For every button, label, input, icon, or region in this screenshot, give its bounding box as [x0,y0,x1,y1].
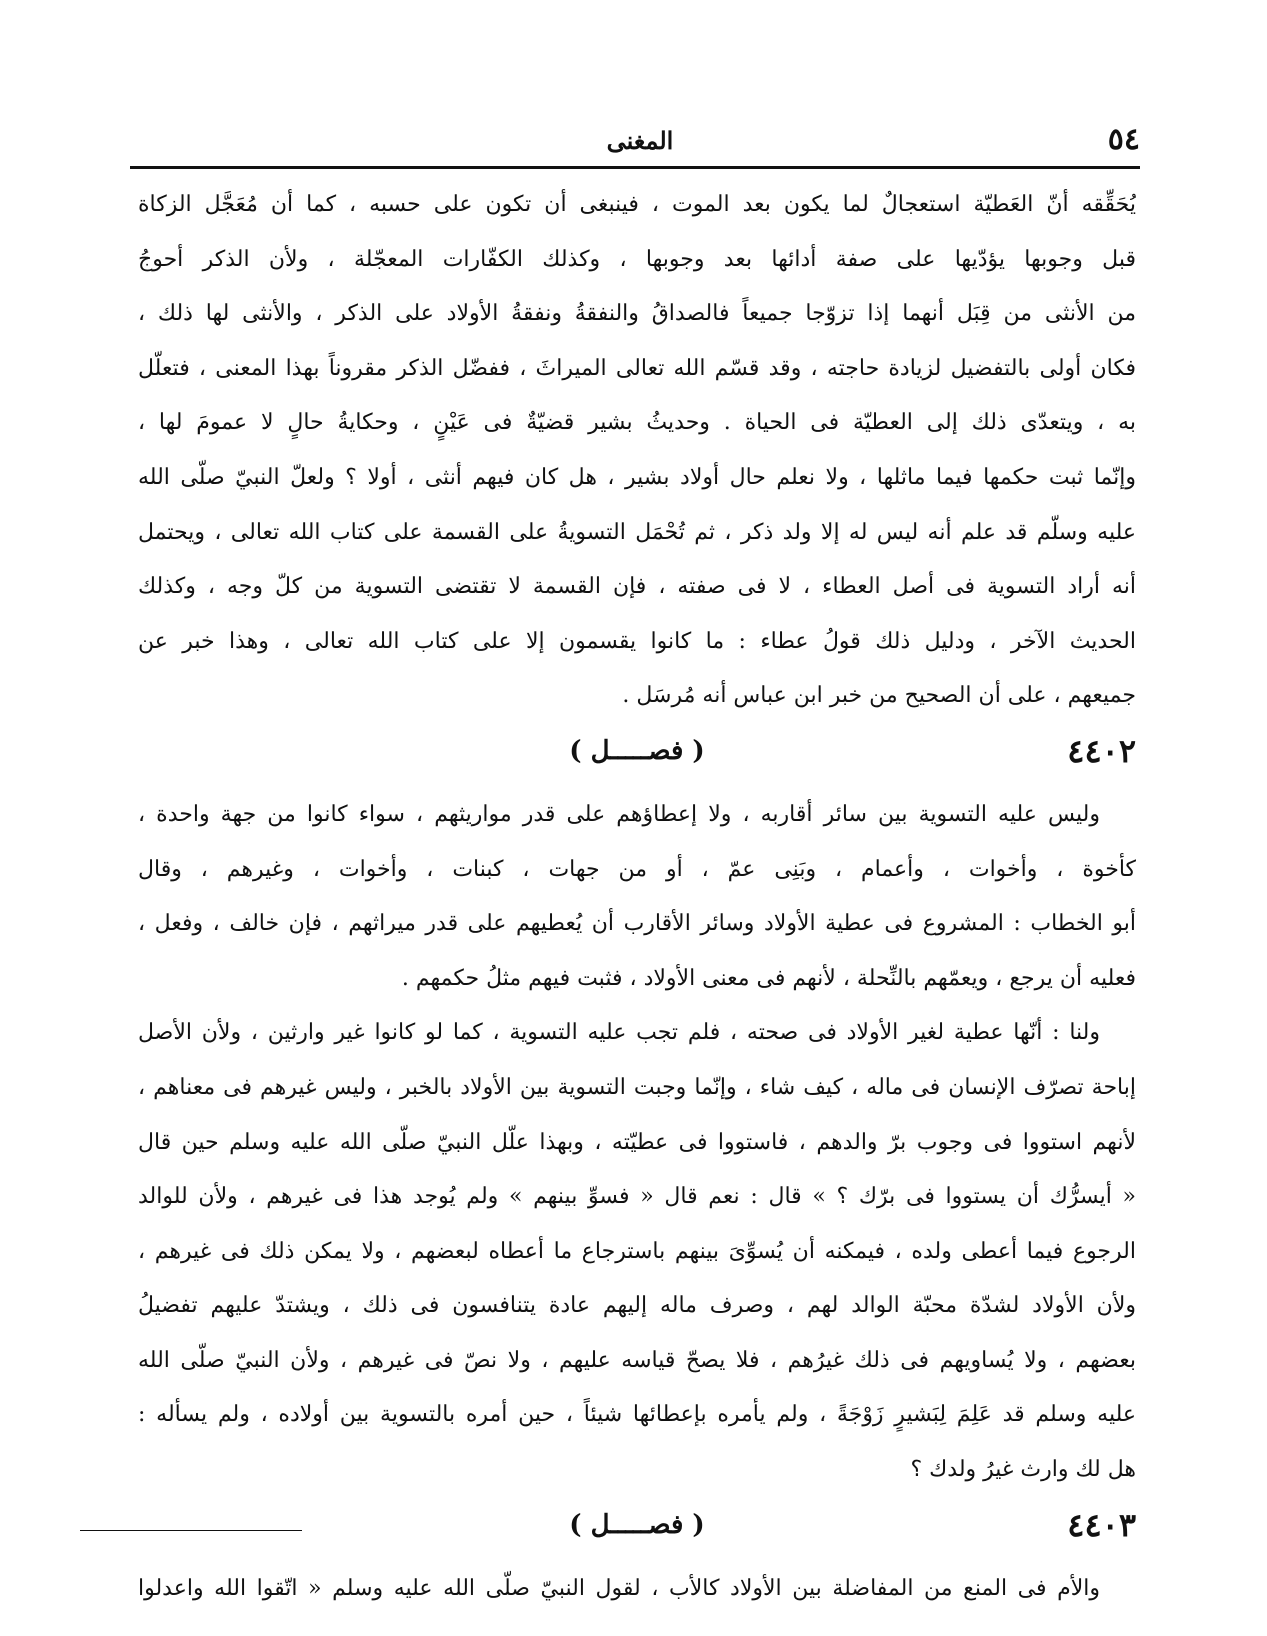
text-line: هل لك وارث غيرُ ولدك ؟ [910,1457,1136,1483]
section-body [138,788,1136,1498]
text-line: من الأنثى من قِبَل أنهما إذا تزوّجا جميعاً فالصداقُ والنفقةُ ونفقةُ الأولاد على الذكر ، والأنثى لها ذلك ، [138,301,1136,327]
text-line: كأخوة ، وأخوات ، وأعمام ، وبَنِى عمّ ، أو من جهات ، كبنات ، وأخوات ، وغيرهم ، وقال [138,856,1136,882]
text-line: فكان أولى بالتفضيل لزيادة حاجته ، وقد قسّم الله تعالى الميراثَ ، ففضّل الذكر مقروناً بهذا المعنى ، فتعلّل [138,355,1136,381]
footnote-rule [80,1530,302,1531]
text-line: ولنا : أنّها عطية لغير الأولاد فى صحته ، فلم تجب عليه التسوية ، كما لو كانوا غير وارثين ، ولأن الأصل [138,1020,1100,1046]
section-number: ٤٤٠٣ [1067,1505,1136,1544]
text-line: قبل وجوبها يؤدّيها على صفة أدائها بعد وجوبها ، وكذلك الكفّارات المعجّلة ، ولأن الذكر أحوجُ [138,246,1136,272]
text-line: عليه وسلم قد عَلِمَ لِبَشيرٍ زَوْجَةً ، ولم يأمره بإعطائها شيئاً ، حين أمره بالتسوية بين أولاده ، ولم يسأله : [138,1402,1136,1428]
paragraph-continuation [138,178,1136,724]
header-rule [130,166,1140,169]
text-line: به ، ويتعدّى ذلك إلى العطيّة فى الحياة . وحديثُ بشير قضيّةٌ فى عَيْنٍ ، وحكايةُ حالٍ لا عمومَ لها ، [138,410,1136,436]
text-line: فعليه أن يرجع ، ويعمّهم بالنِّحلة ، لأنهم فى معنى الأولاد ، فثبت فيهم مثلُ حكمهم . [401,965,1136,991]
page-header [140,118,1140,162]
text-line: يُحَقِّقه أنّ العَطيّة استعجالٌ لما يكون بعد الموت ، فينبغى أن تكون على حسبه ، كما أن مُعَجَّل الزكاة [138,192,1136,217]
section-heading [138,724,1136,788]
section-label: ( فصـــــل ) [569,735,705,766]
section-body [138,1562,1136,1617]
text-line: ولأن الأولاد لشدّة محبّة الوالد لهم ، وصرف ماله إليهم عادة يتنافسون فى ذلك ، ويشتدّ عليهم تفضيلُ [138,1293,1136,1319]
text-line: إباحة تصرّف الإنسان فى ماله ، كيف شاء ، وإنّما وجبت التسوية بين الأولاد بالخبر ، وليس غيرهم فى معناهم ، [138,1074,1136,1100]
text-line: وإنّما ثبت حكمها فيما ماثلها ، ولا نعلم حال أولاد بشير ، هل كان فيهم أنثى ، أولا ؟ ولعلّ النبيّ صلّى الله [138,464,1136,490]
text-line: وليس عليه التسوية بين سائر أقاربه ، ولا إعطاؤهم على قدر مواريثهم ، سواء كانوا من جهة واحدة ، [138,801,1100,827]
text-line: عليه وسلّم قد علم أنه ليس له إلا ولد ذكر ، ثم تُحْمَل التسويةُ على القسمة على كتاب الله تعالى ، ويحتمل [138,519,1136,545]
text-line: بعضهم ، ولا يُساويهم فى ذلك غيرُهم ، فلا يصحّ قياسه عليهم ، ولا نصّ فى غيرهم ، ولأن النبيّ صلّى الله [138,1347,1136,1373]
text-line: الرجوع فيما أعطى ولده ، فيمكنه أن يُسوِّىَ بينهم باسترجاع ما أعطاه لبعضهم ، ولا يمكن ذلك فى غيرهم ، [138,1238,1136,1264]
section-number: ٤٤٠٢ [1067,731,1136,770]
text-line: أبو الخطاب : المشروع فى عطية الأولاد وسائر الأقارب أن يُعطيهم على قدر ميراثهم ، فإن خالف ، وفعل ، [138,911,1136,937]
text-line: الحديث الآخر ، ودليل ذلك قولُ عطاء : ما كانوا يقسمون إلا على كتاب الله تعالى ، وهذا خبر عن [138,628,1136,654]
text-line: جميعهم ، على أن الصحيح من خبر ابن عباس أنه مُرسَل . [622,683,1136,709]
body-text [138,178,1136,1616]
text-line: أنه أراد التسوية فى أصل العطاء ، لا فى صفته ، فإن القسمة لا تقتضى التسوية من كلّ وجه ، وكذلك [138,574,1136,600]
page-number: ٥٤ [1107,122,1140,157]
text-line: « أيسرُّك أن يستووا فى برّك ؟ » قال : نعم قال « فسوِّ بينهم » ولم يُوجد هذا فى غيرهم ، ولأن للوالد [138,1184,1136,1210]
text-line: لأنهم استووا فى وجوب برّ والدهم ، فاستووا فى عطيّته ، وبهذا علّل النبيّ صلّى الله عليه وسلم حين قال [138,1129,1136,1155]
text-line: والأم فى المنع من المفاضلة بين الأولاد كالأب ، لقول النبيّ صلّى الله عليه وسلم « اتّقوا الله واعدلوا [138,1575,1100,1601]
section-label: ( فصـــــل ) [569,1509,705,1540]
running-title: المغنى [606,126,674,155]
